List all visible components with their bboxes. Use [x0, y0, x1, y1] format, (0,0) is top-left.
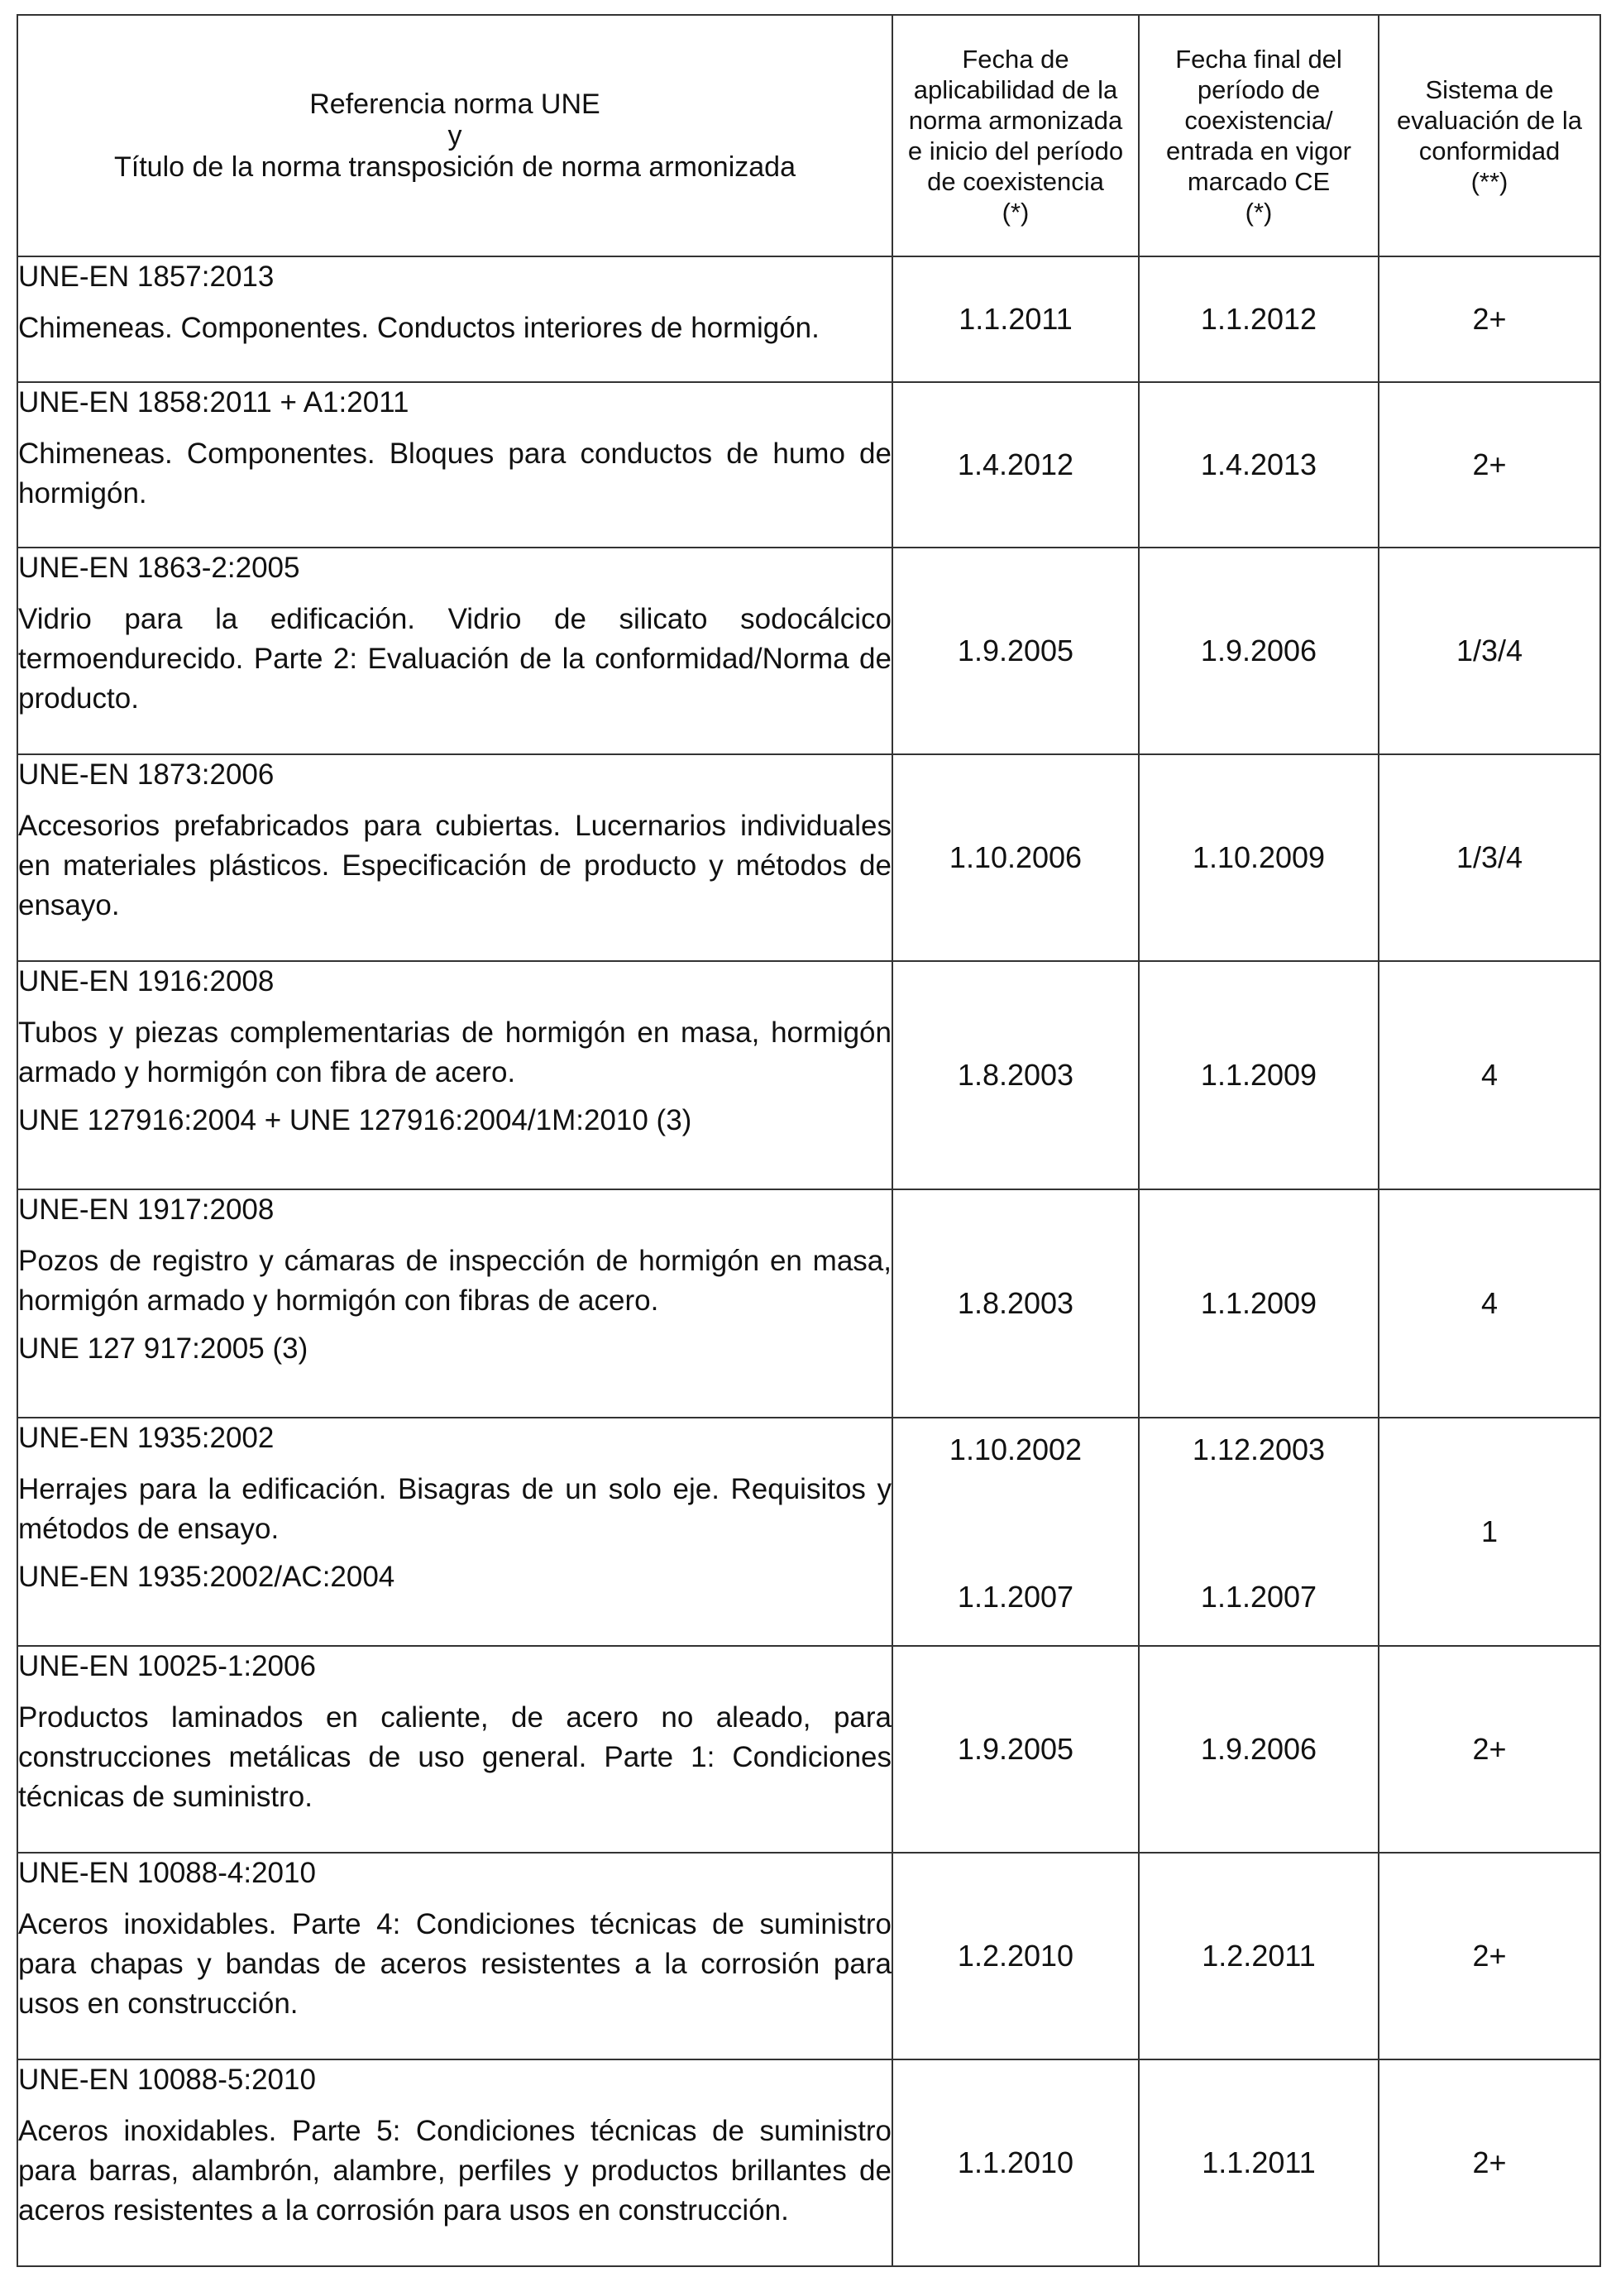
- standard-code: UNE-EN 1917:2008: [18, 1193, 275, 1226]
- coexistence-end-date: 1.9.2006: [1139, 1646, 1379, 1853]
- conformity-system: 1/3/4: [1379, 754, 1600, 961]
- table-row: [17, 1418, 1600, 1646]
- standard-code: UNE-EN 1863-2:2005: [18, 552, 300, 584]
- standard-reference-cell: [17, 382, 892, 548]
- conformity-system: 2+: [1379, 1853, 1600, 2059]
- conformity-system: 1/3/4: [1379, 548, 1600, 754]
- standard-reference-cell: [17, 1418, 892, 1646]
- applicability-date-cell: [892, 1418, 1139, 1646]
- standard-title: Herrajes para la edificación. Bisagras de un solo eje. Requisitos y métodos de ensayo.: [18, 1473, 892, 1545]
- coexistence-end-date: 1.2.2011: [1139, 1853, 1379, 2059]
- standard-reference-cell: [17, 1853, 892, 2059]
- standard-reference-cell: [17, 256, 892, 382]
- national-standard-reference: UNE 127916:2004 + UNE 127916:2004/1M:2010 (3): [18, 1104, 692, 1136]
- table-row: [17, 256, 1600, 382]
- applicability-date: 1.1.2010: [892, 2059, 1139, 2266]
- corrigendum-applicability-date: 1.1.2007: [957, 1580, 1074, 1614]
- standard-code: UNE-EN 10025-1:2006: [18, 1650, 316, 1682]
- corrigendum-coexistence-end-date: 1.1.2007: [1200, 1580, 1317, 1614]
- coexistence-end-date: 1.9.2006: [1139, 548, 1379, 754]
- standard-title: Accesorios prefabricados para cubiertas. Lucernarios individuales en materiales plásticos. Especificación de producto y métodos de ensayo.: [18, 810, 892, 921]
- table-row: [17, 1189, 1600, 1418]
- table-row: [17, 548, 1600, 754]
- coexistence-end-date: 1.1.2009: [1139, 1189, 1379, 1418]
- applicability-date: 1.8.2003: [892, 961, 1139, 1189]
- standard-title: Chimeneas. Componentes. Bloques para conductos de humo de hormigón.: [18, 438, 892, 509]
- harmonized-standards-table: [17, 14, 1601, 2267]
- applicability-date: 1.8.2003: [892, 1189, 1139, 1418]
- applicability-date: 1.4.2012: [892, 382, 1139, 548]
- standard-title: Vidrio para la edificación. Vidrio de silicato sodocálcico termoendurecido. Parte 2: Evaluación de la conformidad/Norma de producto.: [18, 603, 892, 715]
- standard-reference-cell: [17, 2059, 892, 2266]
- header-applicability-date: Fecha de aplicabilidad de la norma armonizada e inicio del período de coexistencia (*): [892, 15, 1139, 256]
- coexistence-end-date: 1.10.2009: [1139, 754, 1379, 961]
- coexistence-end-date: 1.4.2013: [1139, 382, 1379, 548]
- table-header-row: [17, 15, 1600, 256]
- standard-title: Pozos de registro y cámaras de inspección de hormigón en masa, hormigón armado y hormigón con fibras de acero.: [18, 1245, 892, 1317]
- header-conformity-system: Sistema de evaluación de la conformidad (**): [1379, 15, 1600, 256]
- header-coexistence-end-date: Fecha final del período de coexistencia/ entrada en vigor marcado CE (*): [1139, 15, 1379, 256]
- table-row: [17, 961, 1600, 1189]
- national-standard-reference: UNE 127 917:2005 (3): [18, 1332, 308, 1365]
- standard-title: Productos laminados en caliente, de acero no aleado, para construcciones metálicas de uso general. Parte 1: Condiciones técnicas de suministro.: [18, 1701, 892, 1813]
- standard-reference-cell: [17, 961, 892, 1189]
- applicability-date: 1.10.2006: [892, 754, 1139, 961]
- header-reference-title: [17, 15, 892, 256]
- table-row: [17, 1853, 1600, 2059]
- table-row: [17, 1646, 1600, 1853]
- standard-code: UNE-EN 1916:2008: [18, 965, 275, 997]
- standard-code: UNE-EN 1857:2013: [18, 261, 275, 293]
- standard-title: Aceros inoxidables. Parte 4: Condiciones técnicas de suministro para chapas y bandas de aceros resistentes a la corrosión para usos en construcción.: [18, 1908, 892, 2020]
- standard-title: Aceros inoxidables. Parte 5: Condiciones técnicas de suministro para barras, alambrón, alambre, perfiles y productos brillantes de aceros resistentes a la corrosión para usos en construcción.: [18, 2115, 892, 2227]
- standard-code: UNE-EN 10088-4:2010: [18, 1857, 316, 1889]
- coexistence-end-date-cell: [1139, 1418, 1379, 1646]
- applicability-date: 1.10.2002: [949, 1433, 1083, 1466]
- coexistence-end-date: 1.12.2003: [1192, 1433, 1326, 1466]
- conformity-system: 2+: [1379, 2059, 1600, 2266]
- header-and-line: y: [447, 120, 462, 151]
- standard-title: Chimeneas. Componentes. Conductos interiores de hormigón.: [18, 312, 820, 344]
- applicability-date: 1.9.2005: [892, 1646, 1139, 1853]
- corrigendum-reference: UNE-EN 1935:2002/AC:2004: [18, 1561, 395, 1593]
- coexistence-end-date: 1.1.2009: [1139, 961, 1379, 1189]
- table-row: [17, 2059, 1600, 2266]
- conformity-system: 4: [1379, 1189, 1600, 1418]
- table-row: [17, 382, 1600, 548]
- standard-code: UNE-EN 10088-5:2010: [18, 2064, 316, 2096]
- standard-reference-cell: [17, 754, 892, 961]
- conformity-system: 1: [1379, 1418, 1600, 1646]
- standard-reference-cell: [17, 548, 892, 754]
- standard-reference-cell: [17, 1646, 892, 1853]
- standard-reference-cell: [17, 1189, 892, 1418]
- conformity-system: 4: [1379, 961, 1600, 1189]
- coexistence-end-date: 1.1.2011: [1139, 2059, 1379, 2266]
- header-reference-line: Referencia norma UNE: [309, 88, 600, 120]
- standard-title: Tubos y piezas complementarias de hormigón en masa, hormigón armado y hormigón con fibra de acero.: [18, 1016, 892, 1088]
- applicability-date: 1.2.2010: [892, 1853, 1139, 2059]
- standard-code: UNE-EN 1935:2002: [18, 1422, 275, 1454]
- applicability-date: 1.9.2005: [892, 548, 1139, 754]
- coexistence-end-date: 1.1.2012: [1139, 256, 1379, 382]
- conformity-system: 2+: [1379, 256, 1600, 382]
- conformity-system: 2+: [1379, 1646, 1600, 1853]
- table-row: [17, 754, 1600, 961]
- standard-code: UNE-EN 1858:2011 + A1:2011: [18, 386, 409, 419]
- applicability-date: 1.1.2011: [892, 256, 1139, 382]
- header-title-line: Título de la norma transposición de norma armonizada: [114, 151, 796, 183]
- conformity-system: 2+: [1379, 382, 1600, 548]
- standard-code: UNE-EN 1873:2006: [18, 758, 275, 791]
